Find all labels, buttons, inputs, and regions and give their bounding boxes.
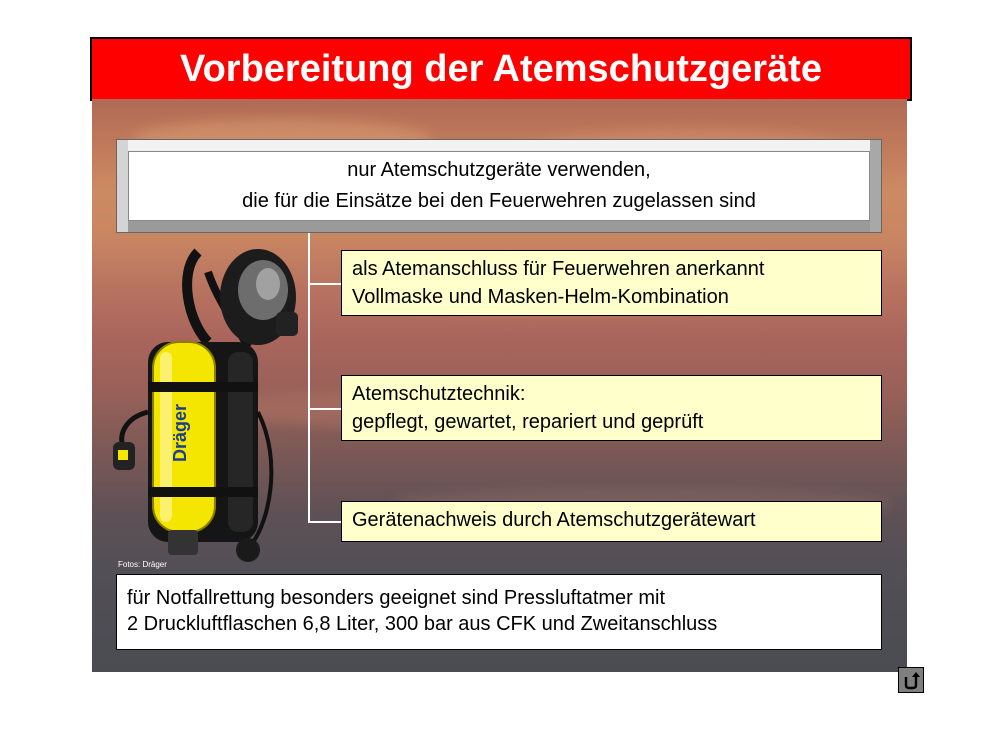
item-1-line-2: Vollmaske und Masken-Helm-Kombination [352, 286, 729, 308]
item-3-line-1: Gerätenachweis durch Atemschutzgerätewart [352, 509, 756, 531]
connector-branch-2 [308, 408, 342, 410]
rescue-note-line-1: für Notfallrettung besonders geeignet sind Pressluftatmer mit [127, 587, 666, 609]
requirement-line-2: die für die Einsätze bei den Feuerwehren zugelassen sind [242, 190, 756, 212]
cylinder-brand-label: Dräger [170, 403, 190, 462]
slide-title: Vorbereitung der Atemschutzgeräte [90, 37, 912, 101]
photo-credit: Fotos: Dräger [118, 560, 167, 569]
connector-branch-1 [308, 283, 342, 285]
item-2-line-1: Atemschutztechnik: [352, 383, 526, 405]
requirement-line-1: nur Atemschutzgeräte verwenden, [347, 159, 651, 181]
connector-branch-3 [308, 521, 342, 523]
return-arrow-icon [899, 668, 923, 692]
rescue-note-line-2: 2 Druckluftflaschen 6,8 Liter, 300 bar aus CFK und Zweitanschluss [127, 613, 718, 635]
item-box-maintenance [341, 375, 882, 441]
connector-trunk [308, 233, 310, 523]
breathing-apparatus-photo [108, 232, 328, 572]
return-button[interactable] [898, 667, 924, 693]
rescue-note-box [116, 574, 882, 650]
item-box-facepiece [341, 250, 882, 316]
item-box-records [341, 501, 882, 542]
item-2-line-2: gepflegt, gewartet, repariert und geprüft [352, 411, 704, 433]
requirement-box [116, 139, 882, 233]
item-1-line-1: als Atemanschluss für Feuerwehren anerkannt [352, 258, 765, 280]
